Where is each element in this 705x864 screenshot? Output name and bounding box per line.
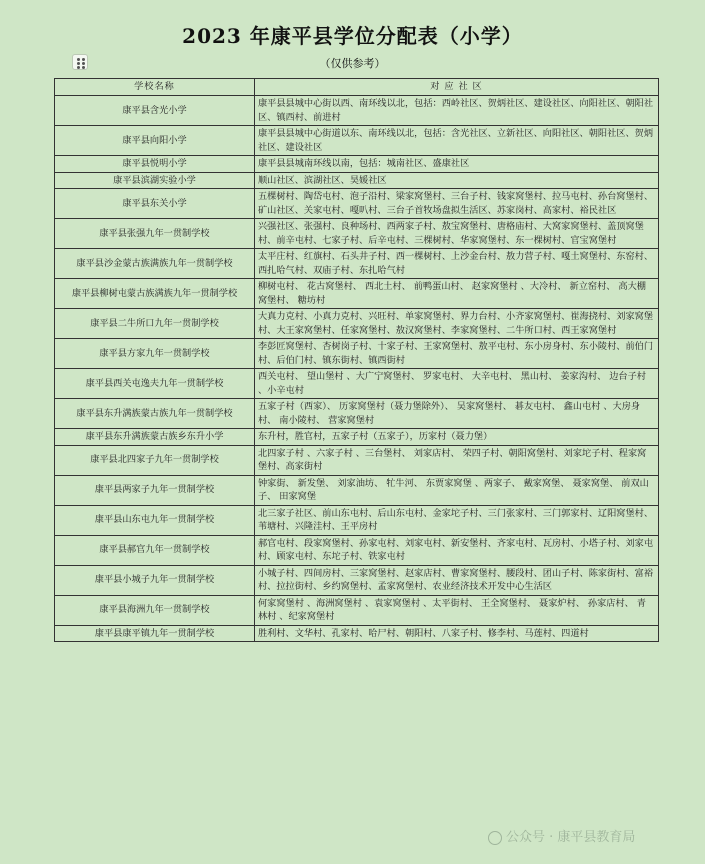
community-list-cell: 小城子村、四间房村、三家窝堡村、赵家店村、曹家窝堡村、腰段村、团山子村、陈家街村、富裕村、拉拉街村、乡约窝堡村、孟家窝堡村、农业经济技术开发中心生活区 [255,565,659,595]
community-list-cell: 康平县县城中心街以西、南环线以北，包括：西岭社区、贺炳社区、建设社区、向阳社区、朝阳社区、镇西村、前进村 [255,96,659,126]
school-name-cell: 康平县北四家子九年一贯制学校 [55,445,255,475]
school-name-cell: 康平县沙金蒙古族满族九年一贯制学校 [55,249,255,279]
school-name-cell: 康平县柳树屯蒙古族满族九年一贯制学校 [55,279,255,309]
table-row [55,279,659,309]
column-header-school: 学校名称 [55,79,255,96]
community-list-cell: 李彭匠窝堡村、杏树岗子村、十家子村、王家窝堡村、敖平屯村、东小房身村、东小陵村、前伯门村、后伯门村、镇东街村、镇西街村 [255,339,659,369]
community-list-cell: 东升村，胜官村，五家子村（五家子），历家村（聂力堡） [255,429,659,446]
column-header-communities: 对 应 社 区 [255,79,659,96]
school-name-cell: 康平县二牛所口九年一贯制学校 [55,309,255,339]
school-name-cell: 康平县东关小学 [55,189,255,219]
school-name-cell: 康平县含光小学 [55,96,255,126]
table-row [55,399,659,429]
school-name-cell: 康平县小城子九年一贯制学校 [55,565,255,595]
community-list-cell: 郝官屯村、段家窝堡村、孙家屯村、刘家屯村、新安堡村、齐家屯村、瓦房村、小塔子村、刘家屯村、顾家屯村、东坨子村、铁家屯村 [255,535,659,565]
community-list-cell: 胜利村、文华村、孔家村、哈尸村、朝阳村、八家子村、修李村、马莲村、四道村 [255,625,659,642]
watermark [488,826,635,845]
table-row [55,369,659,399]
page-subtitle: （仅供参考） [319,57,386,70]
community-list-cell: 兴强社区、张强村、良种场村、西两家子村、敖宝窝堡村、唐格庙村、大窝家窝堡村、盖顶窝堡村、前辛屯村、七家子村、后辛屯村、三棵树村、华家窝堡村、东一棵树村、官宝窝堡村 [255,219,659,249]
community-list-cell: 钟家街、 新发堡、 刘家油坊、 牤牛河、 东贾家窝堡 、两家子、 戴家窝堡、 聂家窝堡、 前双山子、 田家窝堡 [255,475,659,505]
wechat-icon [488,831,502,845]
table-row [55,445,659,475]
table-row [55,505,659,535]
school-name-cell: 康平县东升满族蒙古族九年一贯制学校 [55,399,255,429]
school-name-cell: 康平县海洲九年一贯制学校 [55,595,255,625]
table-row [55,595,659,625]
school-name-cell: 康平县悦明小学 [55,156,255,173]
table-row [55,172,659,189]
table-row [55,156,659,173]
community-list-cell: 大真力克村、小真力克村、兴旺村、单家窝堡村、界力台村、小齐家窝堡村、崔海挠村、刘家窝堡村、大王家窝堡村、任家窝堡村、敖汉窝堡村、李家窝堡村、二牛所口村、西王家窝堡村 [255,309,659,339]
community-list-cell: 五家子村（西家）、 历家窝堡村（聂力堡除外）、 吴家窝堡村、 碁友屯村、 鑫山屯村 、大房身村、 南小陵村、 营家窝堡村 [255,399,659,429]
table-row [55,249,659,279]
school-name-cell: 康平县山东屯九年一贯制学校 [55,505,255,535]
table-row [55,189,659,219]
school-name-cell: 康平县向阳小学 [55,126,255,156]
page-title: 2023 年康平县学位分配表（小学） [182,24,523,48]
table-header-row [55,79,659,96]
school-name-cell: 康平县方家九年一贯制学校 [55,339,255,369]
table-row [55,309,659,339]
table-row [55,429,659,446]
school-name-cell: 康平县两家子九年一贯制学校 [55,475,255,505]
community-list-cell: 顺山社区、滨湖社区、昊媛社区 [255,172,659,189]
table-row [55,565,659,595]
school-name-cell: 康平县郝官九年一贯制学校 [55,535,255,565]
community-list-cell: 康平县县城中心街道以东、南环线以北，包括：含光社区、立新社区、向阳社区、朝阳社区、贺炳社区、建设社区 [255,126,659,156]
community-list-cell: 北三家子社区、前山东屯村、后山东屯村、金家坨子村、三门张家村、三门郭家村、辽阳窝堡村、苇塘村、兴隆洼村、王平房村 [255,505,659,535]
school-name-cell: 康平县康平镇九年一贯制学校 [55,625,255,642]
table-row [55,339,659,369]
allocation-table [54,78,659,642]
table-row [55,96,659,126]
school-name-cell: 康平县东升满族蒙古族乡东升小学 [55,429,255,446]
community-list-cell: 五棵树村、陶岱屯村、泡子沿村、梁家窝堡村、三台子村、钱家窝堡村、拉马屯村、孙台窝堡村、矿山社区、关家屯村、嘎叭村、三台子首牧场盘拟生活区、苏家岗村、高家村、裕民社区 [255,189,659,219]
school-name-cell: 康平县西关屯逸夫九年一贯制学校 [55,369,255,399]
community-list-cell: 康平县县城南环线以南，包括：城南社区、盛康社区 [255,156,659,173]
community-list-cell: 何家窝堡村 、海洲窝堡村 、袁家窝堡村 、太平街村、 王全窝堡村、 聂家炉村、 孙家店村、 青林村 、纪家窝堡村 [255,595,659,625]
community-list-cell: 太平庄村、红旗村、石头井子村、西一棵树村、上沙金台村、敖力营子村、嘎土窝堡村、东窑村、西扎哈气村、双庙子村、东扎哈气村 [255,249,659,279]
community-list-cell: 柳树屯村、 花古窝堡村、 西北土村、 前鸭蛋山村、 赵家窝堡村 、大冷村、 新立窑村、 高大棚窝堡村、 糖坊村 [255,279,659,309]
watermark-text: 公众号 · 康平县教育局 [506,830,636,845]
community-list-cell: 北四家子村 、六家子村 、三台堡村、 刘家店村、 荣四子村、朝阳窝堡村、刘家坨子村、程家窝堡村、高家街村 [255,445,659,475]
table-row [55,625,659,642]
school-name-cell: 康平县张强九年一贯制学校 [55,219,255,249]
table-row [55,219,659,249]
table-row [55,475,659,505]
table-row [55,535,659,565]
table-row [55,126,659,156]
community-list-cell: 西关屯村、 望山堡村 、大广宁窝堡村、 罗家屯村、 大辛屯村、 黑山村、 姜家沟村、 边台子村 、小辛屯村 [255,369,659,399]
school-name-cell: 康平县滨湖实验小学 [55,172,255,189]
